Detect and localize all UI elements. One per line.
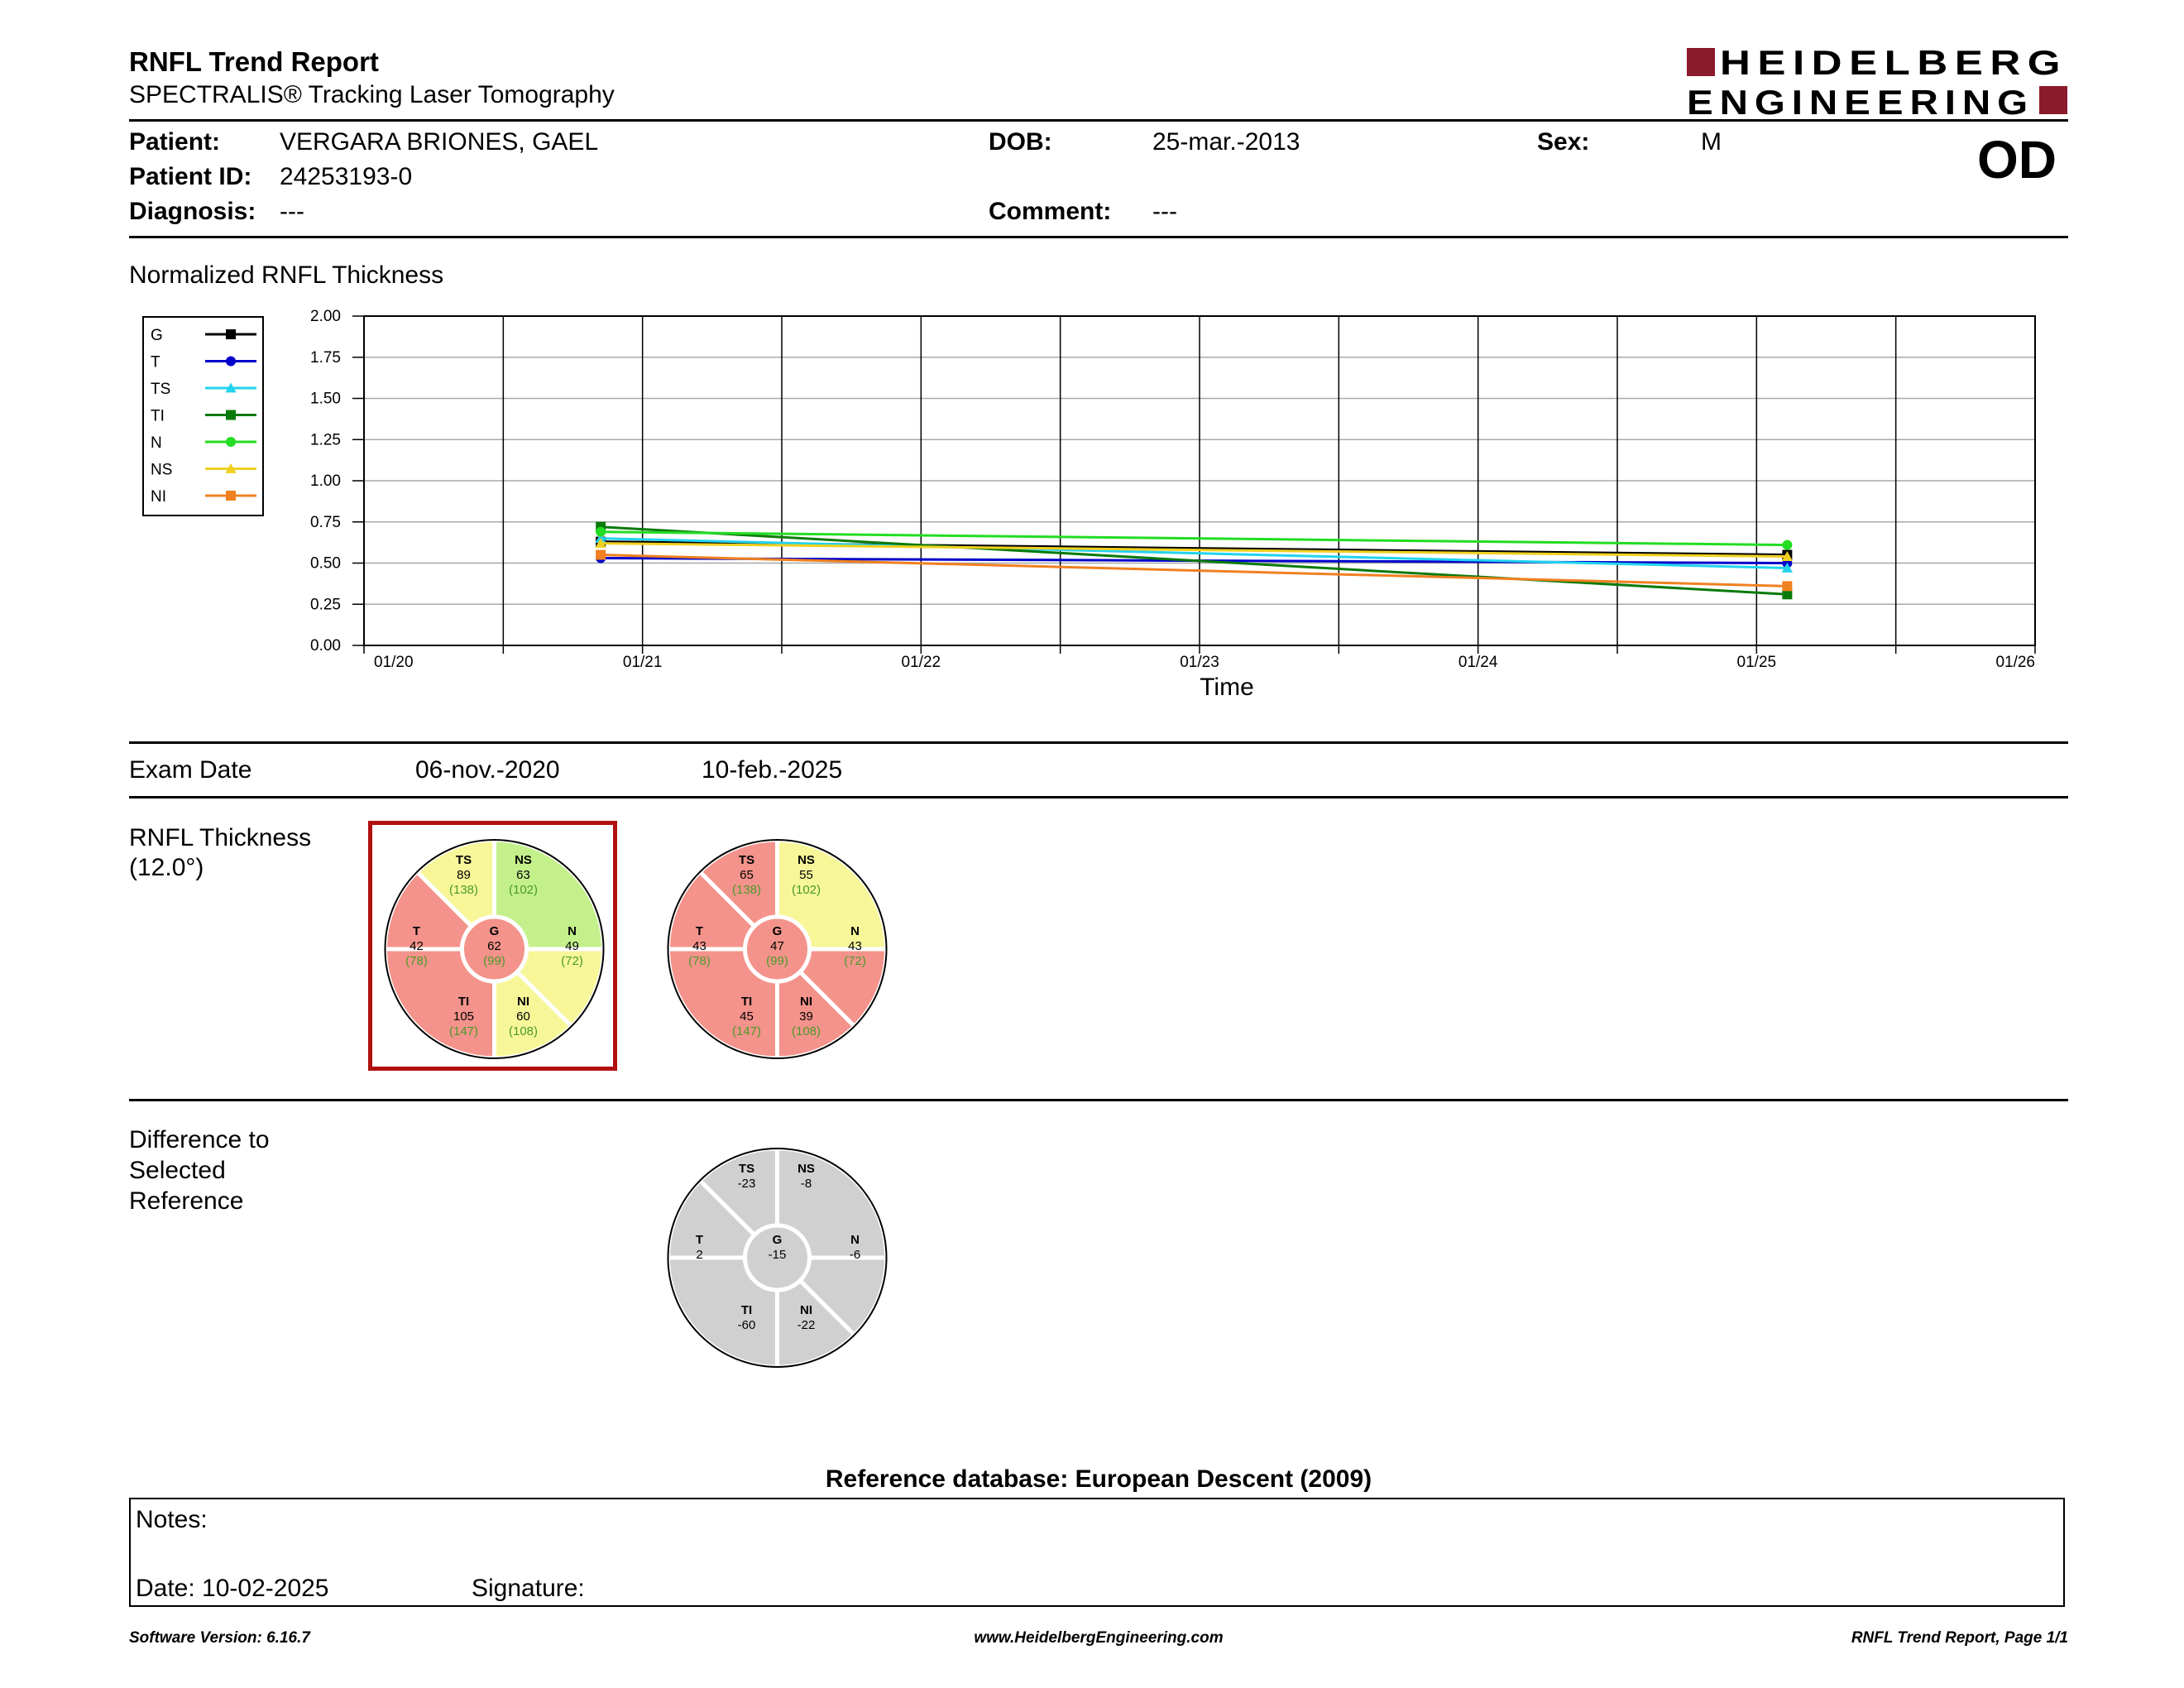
sector-name: N xyxy=(568,924,577,938)
x-axis-ticks xyxy=(364,645,2035,671)
sector-reference: (138) xyxy=(448,883,479,897)
eye-indicator: OD xyxy=(1977,130,2057,189)
y-tick-label: 0.50 xyxy=(310,554,341,573)
sector-value: 65 xyxy=(740,868,754,882)
sector-value: 39 xyxy=(799,1009,813,1024)
sector-name: TI xyxy=(740,1303,753,1317)
sector-name: G xyxy=(772,924,783,938)
patient-label: Patient: xyxy=(129,128,221,156)
patient-id-label: Patient ID: xyxy=(129,163,252,190)
patient-divider xyxy=(129,236,2068,238)
date-label: Date: 10-02-2025 xyxy=(136,1575,329,1602)
legend-marker xyxy=(226,410,236,420)
sector-reference: (99) xyxy=(483,954,505,968)
software-version: Software Version: 6.16.7 xyxy=(129,1629,310,1647)
data-point-n xyxy=(596,527,606,537)
y-axis-ticks xyxy=(310,308,364,655)
sector-name: T xyxy=(412,924,421,938)
sector-value: -60 xyxy=(737,1318,756,1332)
exam-date-label: Exam Date xyxy=(129,756,252,784)
sector-value: 89 xyxy=(457,868,471,882)
website: www.HeidelbergEngineering.com xyxy=(974,1629,1224,1647)
difference-label-2: Selected xyxy=(129,1157,226,1184)
sector-value: -8 xyxy=(800,1177,812,1191)
sector-reference: (138) xyxy=(731,883,762,897)
series-ns xyxy=(596,538,1793,561)
logo-line2: ENGINEERING xyxy=(1687,83,2034,119)
sector-value: 43 xyxy=(692,939,706,953)
patient-id: 24253193-0 xyxy=(280,163,413,190)
sector-reference: (108) xyxy=(508,1024,539,1038)
sector-reference: (102) xyxy=(791,883,821,897)
exam-date-2: 10-feb.-2025 xyxy=(702,756,843,784)
sector-name: NS xyxy=(797,1162,815,1176)
sex-value: M xyxy=(1701,128,1722,156)
legend-label: NI xyxy=(151,488,166,506)
sector-name: TI xyxy=(740,995,753,1009)
legend-label: G xyxy=(151,327,163,344)
sector-name: NI xyxy=(517,995,529,1009)
sector-reference: (72) xyxy=(844,954,866,968)
comment-label: Comment: xyxy=(989,198,1112,225)
header-divider xyxy=(129,119,2068,122)
diagnosis-label: Diagnosis: xyxy=(129,198,256,225)
reference-database: Reference database: European Descent (2009) xyxy=(825,1465,1372,1493)
sector-reference: (108) xyxy=(791,1024,821,1038)
difference-label-3: Reference xyxy=(129,1187,244,1215)
sector-value: 43 xyxy=(848,939,862,953)
sector-name: T xyxy=(695,1233,704,1247)
y-tick-label: 0.75 xyxy=(310,513,341,531)
thickness-divider xyxy=(129,1099,2068,1101)
series-line-ns xyxy=(601,544,1787,557)
legend-label: N xyxy=(151,434,162,452)
y-tick-label: 1.00 xyxy=(310,472,341,490)
y-tick-label: 2.00 xyxy=(310,308,341,325)
report-title: RNFL Trend Report xyxy=(129,46,379,77)
data-point-ni xyxy=(596,550,606,560)
sector-name: G xyxy=(489,924,500,938)
legend-marker xyxy=(226,357,236,367)
legend-marker xyxy=(226,437,236,447)
sector-name: G xyxy=(772,1233,783,1247)
heidelberg-logo xyxy=(1684,43,2072,119)
legend-label: T xyxy=(151,353,160,372)
sector-name: NS xyxy=(797,853,815,867)
x-tick-label: 01/22 xyxy=(901,654,941,671)
exam-divider xyxy=(129,796,2068,798)
sector-value: 45 xyxy=(740,1009,754,1024)
y-tick-label: 1.75 xyxy=(310,348,341,367)
sector-name: TS xyxy=(455,853,472,867)
chart-series xyxy=(596,522,1793,600)
difference-circle xyxy=(659,1142,895,1374)
y-tick-label: 1.25 xyxy=(310,431,341,449)
sector-name: N xyxy=(850,924,860,938)
sector-value: 49 xyxy=(565,939,579,953)
y-tick-label: 0.00 xyxy=(310,637,341,655)
sector-value: -23 xyxy=(737,1177,756,1191)
notes-label: Notes: xyxy=(136,1506,208,1533)
sector-reference: (99) xyxy=(766,954,788,968)
sector-reference: (78) xyxy=(405,954,428,968)
dob-label: DOB: xyxy=(989,128,1052,156)
sector-value: -22 xyxy=(797,1318,816,1332)
thickness-circle-exam2 xyxy=(659,833,895,1065)
sector-value: 2 xyxy=(696,1248,703,1262)
sex-label: Sex: xyxy=(1537,128,1590,156)
sector-value: 55 xyxy=(799,868,813,882)
chart-divider xyxy=(129,741,2068,744)
y-tick-label: 1.50 xyxy=(310,390,341,408)
sector-reference: (147) xyxy=(448,1024,479,1038)
sector-value: 47 xyxy=(770,939,784,953)
sector-name: N xyxy=(850,1233,860,1247)
chart-title: Normalized RNFL Thickness xyxy=(129,261,444,289)
chart-legend xyxy=(143,317,263,516)
x-tick-label: 01/23 xyxy=(1180,654,1219,671)
sector-value: 62 xyxy=(487,939,501,953)
sector-reference: (147) xyxy=(731,1024,762,1038)
sector-value: 60 xyxy=(516,1009,530,1024)
legend-label: TI xyxy=(151,407,165,425)
sector-name: TS xyxy=(738,853,755,867)
sector-name: NI xyxy=(800,1303,812,1317)
trend-chart xyxy=(132,306,2068,720)
thickness-circle-exam1 xyxy=(376,833,612,1065)
legend-label: NS xyxy=(151,461,173,479)
sector-name: NS xyxy=(515,853,532,867)
legend-label: TS xyxy=(151,381,171,398)
x-tick-label: 01/24 xyxy=(1458,654,1498,671)
thickness-angle: (12.0°) xyxy=(129,854,204,881)
data-point-n xyxy=(1782,540,1792,550)
dob-value: 25-mar.-2013 xyxy=(1152,128,1300,156)
x-axis-label: Time xyxy=(1200,674,1254,701)
thickness-label: RNFL Thickness xyxy=(129,824,312,851)
data-point-ni xyxy=(1782,581,1792,591)
x-tick-label: 01/20 xyxy=(374,654,414,671)
exam-date-1: 06-nov.-2020 xyxy=(415,756,560,784)
logo-line1: HEIDELBERG xyxy=(1720,43,2067,82)
sector-value: 105 xyxy=(453,1009,475,1024)
patient-name: VERGARA BRIONES, GAEL xyxy=(280,128,599,156)
y-tick-label: 0.25 xyxy=(310,596,341,614)
notes-box[interactable] xyxy=(129,1498,2065,1607)
diagnosis-value: --- xyxy=(280,198,304,225)
sector-value: -15 xyxy=(768,1248,787,1262)
x-tick-label: 01/26 xyxy=(1995,654,2035,671)
sector-name: TS xyxy=(738,1162,755,1176)
x-tick-label: 01/21 xyxy=(622,654,663,671)
x-tick-label: 01/25 xyxy=(1736,654,1777,671)
sector-reference: (72) xyxy=(561,954,583,968)
sector-value: 42 xyxy=(410,939,424,953)
sector-reference: (78) xyxy=(688,954,711,968)
difference-label-1: Difference to xyxy=(129,1126,270,1153)
comment-value: --- xyxy=(1152,198,1177,225)
legend-marker xyxy=(226,491,236,501)
page-indicator: RNFL Trend Report, Page 1/1 xyxy=(1851,1629,2068,1647)
legend-marker xyxy=(226,329,236,339)
sector-value: 63 xyxy=(516,868,530,882)
sector-value: -6 xyxy=(849,1248,861,1262)
sector-reference: (102) xyxy=(508,883,539,897)
sector-name: TI xyxy=(457,995,470,1009)
signature-label: Signature: xyxy=(472,1575,585,1602)
sector-name: T xyxy=(695,924,704,938)
series-g xyxy=(596,537,1792,560)
sector-name: NI xyxy=(800,995,812,1009)
report-subtitle: SPECTRALIS® Tracking Laser Tomography xyxy=(129,81,615,108)
